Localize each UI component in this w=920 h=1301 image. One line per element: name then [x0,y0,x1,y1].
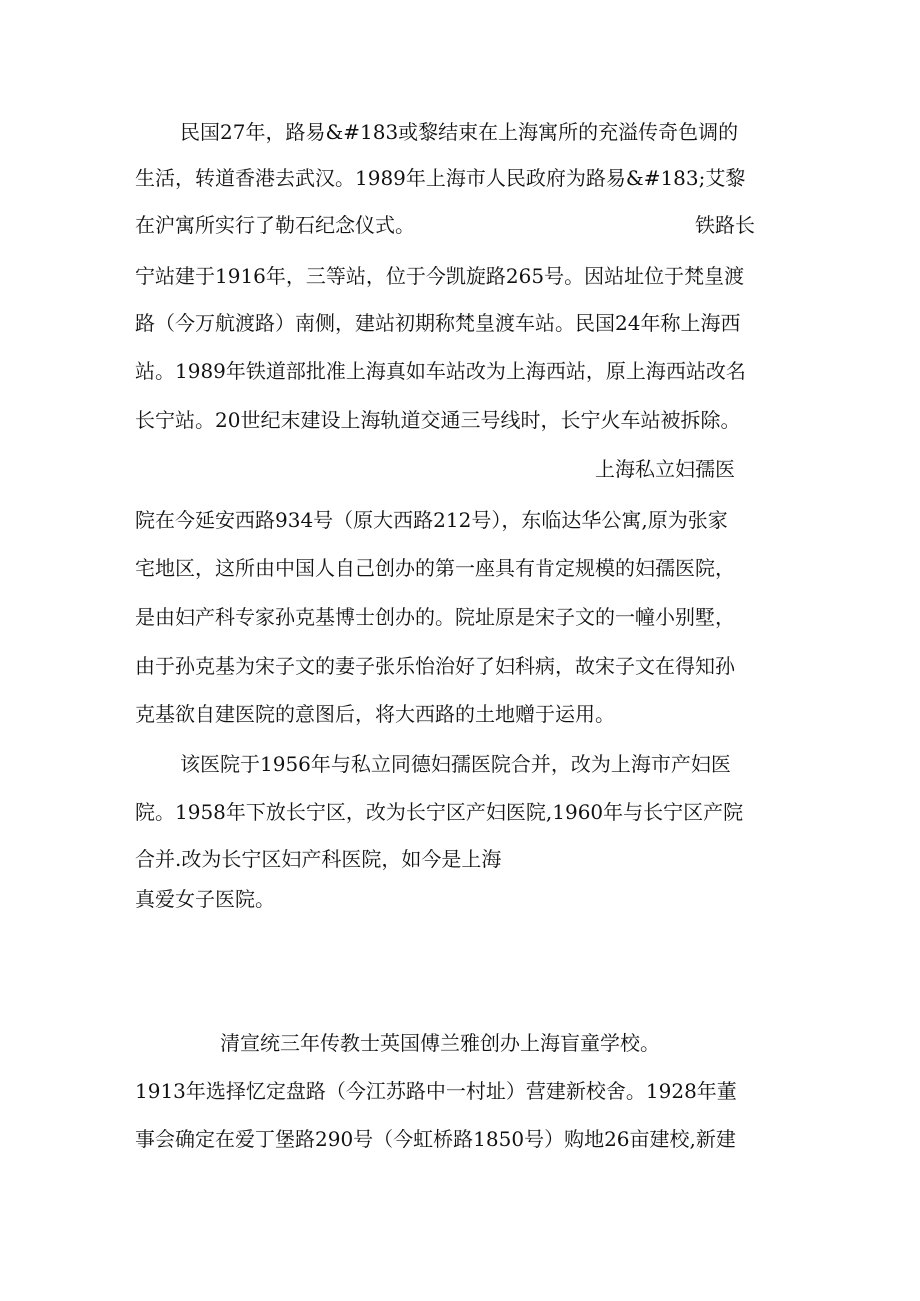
text-line: 清宣统三年传教士英国傅兰雅创办上海盲童学校。 [220,1031,660,1055]
text-line: 宁站建于1916年，三等站，位于今凯旋路265号。因站址位于梵皇渡 [135,264,745,288]
text-line: 克基欲自建医院的意图后，将大西路的土地赠于运用。 [135,702,615,726]
text-line: 铁路长 [695,213,755,237]
text-line: 上海私立妇孺医 [595,457,735,481]
text-line: 由于孙克基为宋子文的妻子张乐怡治好了妇科病，故宋子文在得知孙 [135,654,735,678]
text-line: 事会确定在爱丁堡路290号（今虹桥路1850号）购地26亩建校,新建 [135,1127,736,1151]
text-line: 是由妇产科专家孙克基博士创办的。院址原是宋子文的一幢小别墅， [135,605,735,629]
text-line: 院。1958年下放长宁区，改为长宁区产妇医院,1960年与长宁区产院 [135,800,744,824]
text-line: 站。1989年铁道部批准上海真如车站改为上海西站，原上海西站改名 [135,359,746,383]
text-line: 宅地区，这所由中国人自己创办的第一座具有肯定规模的妇孺医院， [135,556,735,580]
text-line: 真爱女子医院。 [135,887,275,911]
text-line: 长宁站。20世纪末建设上海轨道交通三号线时，长宁火车站被拆除。 [135,408,741,432]
text-line: 在沪寓所实行了勒石纪念仪式。 [135,213,415,237]
text-line: 1913年选择忆定盘路（今江苏路中一村址）营建新校舍。1928年董 [135,1079,737,1103]
text-line: 该医院于1956年与私立同德妇孺医院合并，改为上海市产妇医 [180,752,731,776]
text-line: 生活，转道香港去武汉。1989年上海市人民政府为路易&#183;艾黎 [135,166,746,190]
text-line: 合并.改为长宁区妇产科医院，如今是上海 [135,847,502,871]
text-line: 民国27年，路易&#183或黎结束在上海寓所的充溢传奇色调的 [180,120,739,144]
text-line: 院在今延安西路934号（原大西路212号），东临达华公寓,原为张家 [135,508,728,532]
text-line: 路（今万航渡路）南侧，建站初期称梵皇渡车站。民国24年称上海西 [135,311,741,335]
